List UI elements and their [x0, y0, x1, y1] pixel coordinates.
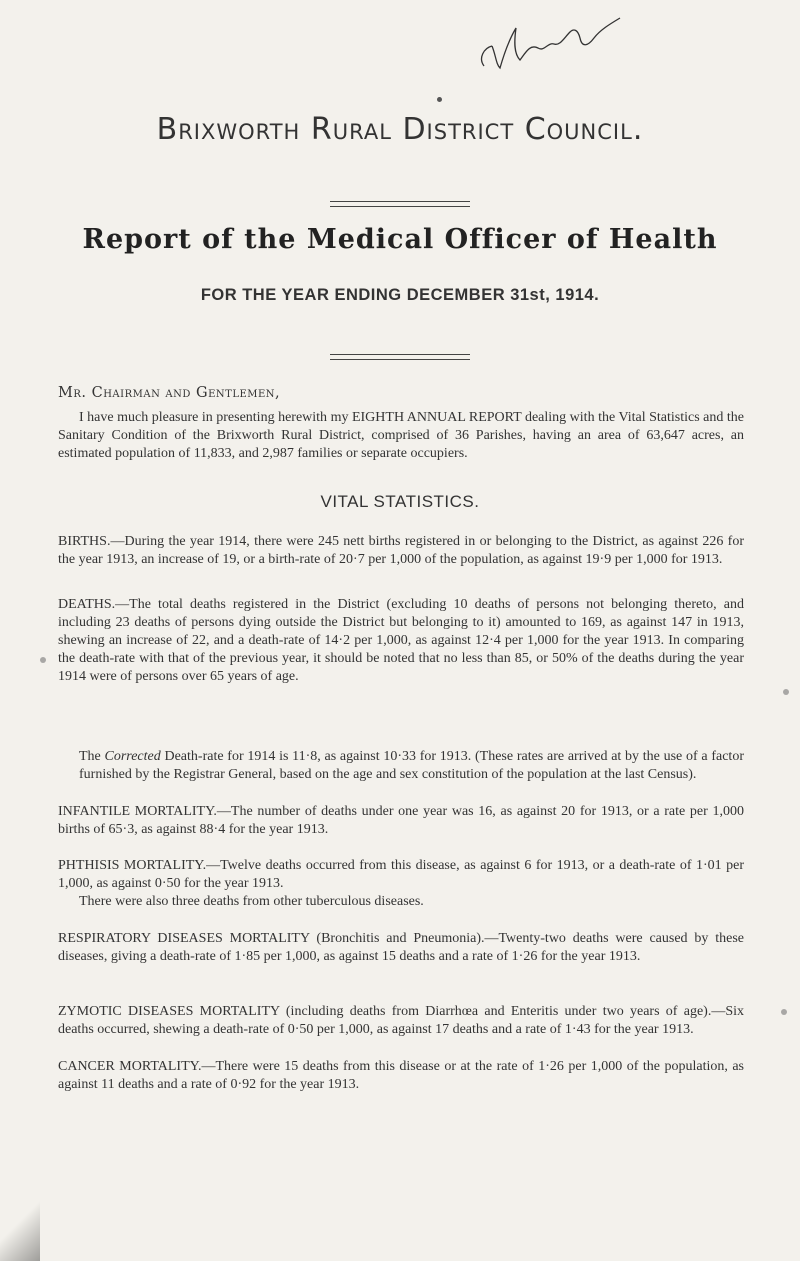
intro-text: I have much pleasure in presenting herewith my EIGHTH ANNUAL REPORT dealing with the Vital Statistics and the Sanitary Condition of the Brixworth Rural District, comprised of 36 Parishes, having an area of 63,647 acres, an estimated population of 11,833, and 2,987 families or separate occupiers. [58, 410, 744, 461]
cancer-mortality-section [58, 1058, 744, 1094]
ink-dot [437, 97, 442, 102]
zymotic-mortality-section [58, 1003, 744, 1039]
phthisis-mortality-section [58, 857, 744, 893]
phthisis-lead: PHTHISIS MORTALITY. [58, 858, 207, 873]
page-speck [781, 1009, 787, 1015]
births-section [58, 533, 744, 569]
double-rule-bottom [330, 354, 470, 360]
corrected-death-rate-paragraph [58, 748, 744, 784]
salutation: Mr. Chairman and Gentlemen, [58, 385, 281, 401]
deaths-lead: DEATHS. [58, 597, 116, 612]
deaths-section [58, 596, 744, 686]
cancer-text: —There were 15 deaths from this disease or at the rate of 1·26 per 1,000 of the population, as against 11 deaths and a rate of 0·92 for the year 1913. [58, 1059, 744, 1092]
infantile-text: —The number of deaths under one year was 16, as against 20 for 1913, or a rate per 1,000 births of 65·3, as against 88·4 for the year 1913. [58, 804, 744, 837]
handwritten-signature [470, 8, 650, 78]
corrected-text: Death-rate for 1914 is 11·8, as against 10·33 for 1913. (These rates are arrived at by the use of a factor furnished by the Registrar General, based on the age and sex constitution of the population at the last Census). [79, 749, 744, 782]
page-speck [783, 689, 789, 695]
cancer-lead: CANCER MORTALITY. [58, 1059, 202, 1074]
infantile-lead: INFANTILE MORTALITY. [58, 804, 217, 819]
births-lead: BIRTHS. [58, 534, 111, 549]
report-subtitle: FOR THE YEAR ENDING DECEMBER 31st, 1914. [200, 286, 600, 304]
respiratory-text: (Bronchitis and Pneumonia).—Twenty-two deaths were caused by these diseases, giving a death-rate of 1·85 per 1,000, as against 15 deaths and a rate of 1·26 for the year 1913. [58, 931, 744, 964]
page-speck [40, 657, 46, 663]
infantile-mortality-section [58, 803, 744, 839]
respiratory-lead: RESPIRATORY DISEASES MORTALITY [58, 931, 310, 946]
vital-statistics-heading: VITAL STATISTICS. [320, 492, 480, 511]
zymotic-text: (including deaths from Diarrhœa and Enteritis under two years of age).—Six deaths occurred, shewing a death-rate of 0·50 per 1,000, as against 17 deaths and a rate of 1·43 for the year 1913. [58, 1004, 744, 1037]
tuberculous-paragraph: There were also three deaths from other tuberculous diseases. [79, 894, 424, 909]
phthisis-text: —Twelve deaths occurred from this disease, as against 6 for 1913, or a death-rate of 1·01 per 1,000, as against 0·50 for the year 1913. [58, 858, 745, 891]
council-title: Brixworth Rural District Council. [156, 112, 644, 147]
corrected-emphasis: Corrected [104, 749, 161, 764]
zymotic-lead: ZYMOTIC DISEASES MORTALITY [58, 1004, 280, 1019]
respiratory-mortality-section [58, 930, 744, 966]
births-text: —During the year 1914, there were 245 nett births registered in or belonging to the District, as against 226 for the year 1913, an increase of 19, or a birth-rate of 20·7 per 1,000 of the population, as against 19·9 per 1,000 for 1913. [58, 534, 744, 567]
corrected-pre: The [79, 749, 105, 764]
deaths-text: —The total deaths registered in the District (excluding 10 deaths of persons not belonging thereto, and including 23 deaths of persons dying outside the District but belonging to it) amounted to 169, as against 147 in 1913, shewing an increase of 22, and a death-rate of 14·2 per 1,000, as against 12·4 per 1,000 for the year 1913. In comparing the death-rate with that of the previous year, it should be noted that no less than 85, or 50% of the deaths during the year 1914 were of persons over 65 years of age. [58, 597, 744, 684]
double-rule-top [330, 201, 470, 207]
intro-paragraph [58, 409, 744, 463]
report-title: Report of the Medical Officer of Health [82, 224, 718, 255]
page-corner-shadow [0, 1200, 40, 1261]
